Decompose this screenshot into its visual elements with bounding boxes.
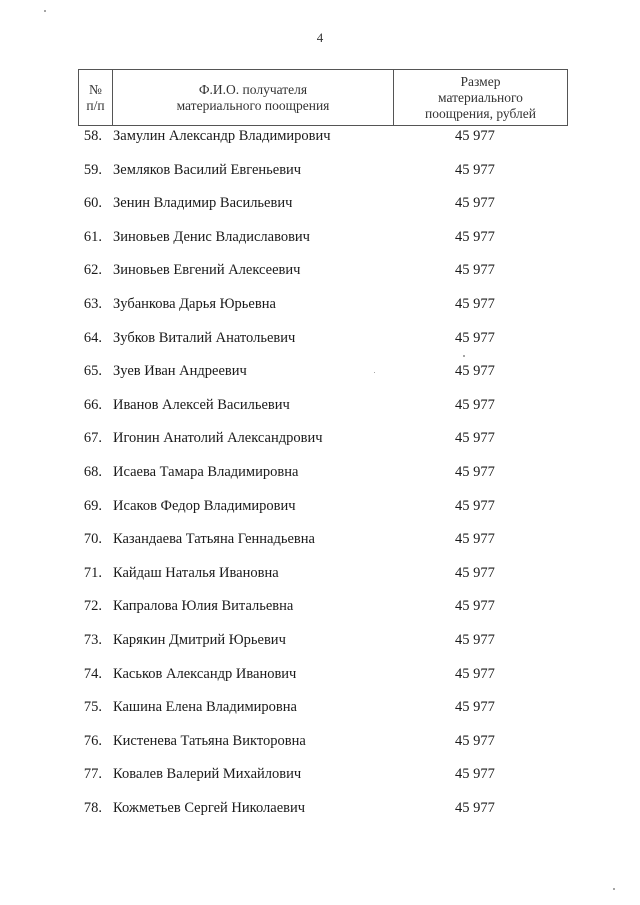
reward-amount: 45 977: [455, 430, 495, 447]
table-row: [0, 525, 640, 559]
recipient-name: Зиновьев Денис Владиславович: [113, 228, 310, 245]
recipient-name: Кожметьев Сергей Николаевич: [113, 799, 306, 816]
header-name-line: Ф.И.О. получателя: [198, 81, 308, 97]
reward-amount: 45 977: [455, 699, 495, 716]
row-number: 71.: [83, 564, 102, 581]
header-number-column: [79, 70, 113, 125]
row-number: 78.: [83, 799, 102, 816]
header-amount-line: Размер: [460, 73, 501, 89]
reward-amount: 45 977: [455, 363, 495, 380]
recipient-name: Зубков Виталий Анатольевич: [113, 329, 296, 346]
recipient-name: Кашина Елена Владимировна: [113, 699, 297, 716]
table-row: [0, 256, 640, 290]
row-number: 73.: [83, 631, 102, 648]
row-number: 69.: [83, 497, 102, 514]
recipient-name: Игонин Анатолий Александрович: [113, 430, 323, 447]
header-name-line: материального поощрения: [176, 97, 330, 113]
reward-amount: 45 977: [455, 665, 495, 682]
scan-speck: [374, 372, 375, 373]
row-number: 76.: [83, 732, 102, 749]
reward-amount: 45 977: [455, 329, 495, 346]
recipient-name: Кистенева Татьяна Викторовна: [113, 732, 306, 749]
table-row: [0, 727, 640, 761]
table-row: [0, 223, 640, 257]
header-number-line: №: [89, 81, 102, 97]
header-amount-line: поощрения, рублей: [425, 105, 536, 121]
table-row: [0, 592, 640, 626]
reward-amount: 45 977: [455, 463, 495, 480]
scan-speck: [613, 888, 615, 890]
reward-amount: 45 977: [455, 262, 495, 279]
recipient-name: Карякин Дмитрий Юрьевич: [113, 631, 286, 648]
row-number: 64.: [83, 329, 102, 346]
recipient-name: Зиновьев Евгений Алексеевич: [113, 262, 301, 279]
recipient-name: Зуев Иван Андреевич: [113, 363, 247, 380]
scan-speck: [44, 10, 46, 12]
reward-amount: 45 977: [455, 732, 495, 749]
reward-amount: 45 977: [455, 564, 495, 581]
row-number: 61.: [83, 228, 102, 245]
table-row: [0, 189, 640, 223]
recipient-name: Казандаева Татьяна Геннадьевна: [113, 531, 315, 548]
row-number: 60.: [83, 195, 102, 212]
header-name-column: [113, 70, 394, 125]
reward-amount: 45 977: [455, 396, 495, 413]
table-row: [0, 760, 640, 794]
reward-amount: 45 977: [455, 295, 495, 312]
row-number: 58.: [83, 128, 102, 144]
reward-amount: 45 977: [455, 228, 495, 245]
row-number: 59.: [83, 161, 102, 178]
reward-amount: 45 977: [455, 497, 495, 514]
table-row: [0, 357, 640, 391]
table-header: [78, 69, 568, 126]
table-row: [0, 693, 640, 727]
table-row: [0, 794, 640, 828]
row-number: 75.: [83, 699, 102, 716]
recipient-name: Замулин Александр Владимирович: [113, 128, 331, 144]
recipient-name: Иванов Алексей Васильевич: [113, 396, 290, 413]
reward-amount: 45 977: [455, 598, 495, 615]
row-number: 74.: [83, 665, 102, 682]
reward-amount: 45 977: [455, 799, 495, 816]
recipient-name: Зенин Владимир Васильевич: [113, 195, 293, 212]
recipient-name: Каськов Александр Иванович: [113, 665, 297, 682]
table-row: [0, 324, 640, 358]
row-number: 68.: [83, 463, 102, 480]
table-row: [0, 492, 640, 526]
table-row: [0, 391, 640, 425]
header-amount-line: материального: [438, 89, 523, 105]
reward-amount: 45 977: [455, 531, 495, 548]
header-number-line: п/п: [86, 97, 105, 113]
row-number: 67.: [83, 430, 102, 447]
recipient-name: Исаева Тамара Владимировна: [113, 463, 299, 480]
recipient-name: Капралова Юлия Витальевна: [113, 598, 294, 615]
recipient-name: Ковалев Валерий Михайлович: [113, 766, 302, 783]
table-row: [0, 122, 640, 156]
reward-amount: 45 977: [455, 195, 495, 212]
recipient-name: Земляков Василий Евгеньевич: [113, 161, 302, 178]
reward-amount: 45 977: [455, 161, 495, 178]
recipient-name: Кайдаш Наталья Ивановна: [113, 564, 279, 581]
table-row: [0, 290, 640, 324]
row-number: 63.: [83, 295, 102, 312]
recipient-name: Зубанкова Дарья Юрьевна: [113, 295, 276, 312]
table-row: [0, 458, 640, 492]
table-row: [0, 424, 640, 458]
recipient-name: Исаков Федор Владимирович: [113, 497, 296, 514]
row-number: 65.: [83, 363, 102, 380]
table-row: [0, 156, 640, 190]
scan-speck: [463, 355, 465, 357]
table-body: [0, 122, 640, 827]
header-amount-column: [394, 70, 567, 125]
table-row: [0, 626, 640, 660]
row-number: 66.: [83, 396, 102, 413]
row-number: 72.: [83, 598, 102, 615]
table-row: [0, 660, 640, 694]
reward-amount: 45 977: [455, 128, 495, 144]
table-row: [0, 559, 640, 593]
page-number: 4: [316, 30, 324, 45]
row-number: 77.: [83, 766, 102, 783]
reward-amount: 45 977: [455, 631, 495, 648]
reward-amount: 45 977: [455, 766, 495, 783]
row-number: 62.: [83, 262, 102, 279]
row-number: 70.: [83, 531, 102, 548]
